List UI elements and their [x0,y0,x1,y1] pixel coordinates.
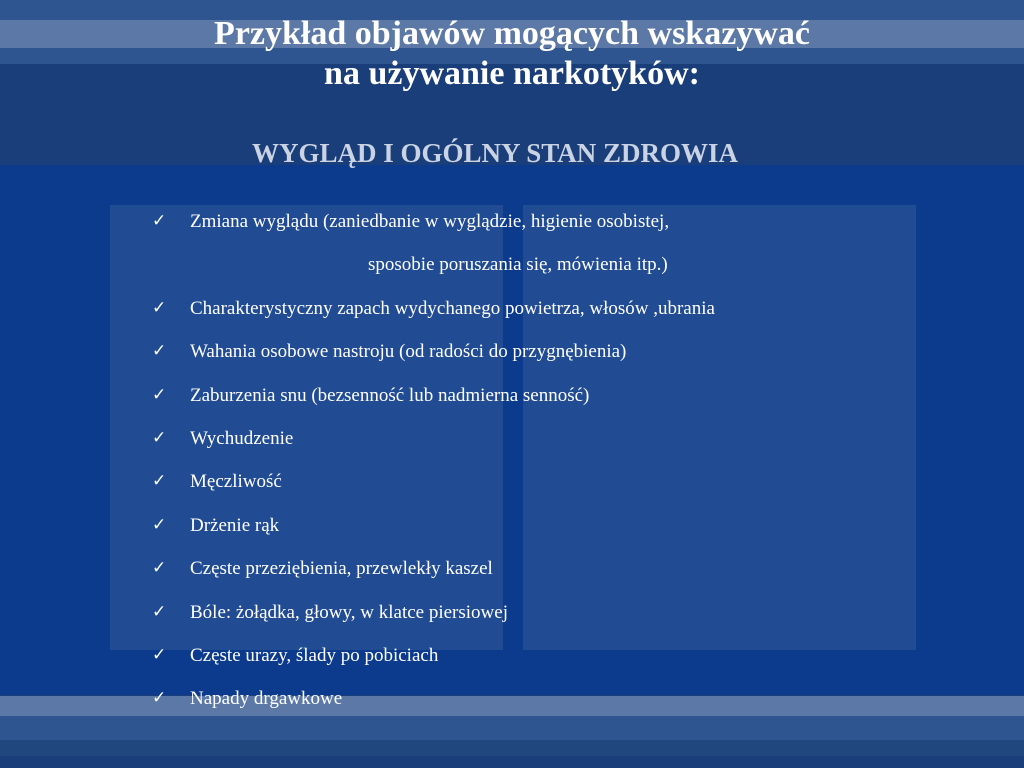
list-item [152,207,1012,250]
list-item-text: Wahania osobowe nastroju (od radości do przygnębienia) [190,341,627,363]
symptom-list [152,207,1012,728]
list-item-continuation [152,250,1012,293]
list-item [152,337,1012,380]
check-mark-icon: ✓ [152,688,167,709]
list-item-text: Charakterystyczny zapach wydychanego powietrza, włosów ,ubrania [190,297,715,319]
check-mark-icon: ✓ [152,384,167,405]
slide-title-line-1: Przykład objawów mogących wskazywać [214,15,810,52]
list-item [152,684,1012,727]
check-mark-icon: ✓ [152,297,167,318]
list-item-text: sposobie poruszania się, mówienia itp.) [368,254,668,276]
list-item-text: Częste przeziębienia, przewlekły kaszel [190,558,493,580]
bottom-stripe [0,740,1024,756]
list-item-text: Drżenie rąk [190,514,280,536]
section-heading: WYGLĄD I OGÓLNY STAN ZDROWIA [251,138,739,168]
check-mark-icon: ✓ [152,644,167,665]
list-item [152,381,1012,424]
list-item-text: Bóle: żołądka, głowy, w klatce piersiowej [190,601,508,623]
list-item [152,294,1012,337]
check-mark-icon: ✓ [152,558,167,579]
list-item-text: Męczliwość [190,471,282,493]
check-mark-icon: ✓ [152,601,167,622]
list-item-text: Wychudzenie [190,427,294,449]
slide-title-line-2: na używanie narkotyków: [324,55,700,92]
check-mark-icon: ✓ [152,427,167,448]
list-item-text: Napady drgawkowe [190,688,343,710]
list-item [152,554,1012,597]
check-mark-icon: ✓ [152,211,167,231]
list-item [152,467,1012,510]
list-item [152,511,1012,554]
check-mark-icon: ✓ [152,341,167,362]
check-mark-icon: ✓ [152,471,167,492]
list-item-text: Zaburzenia snu (bezsenność lub nadmierna senność) [190,384,590,406]
list-item [152,424,1012,467]
list-item-text: Częste urazy, ślady po pobiciach [190,644,439,666]
list-item [152,641,1012,684]
check-mark-icon: ✓ [152,514,167,535]
list-item [152,598,1012,641]
slide-title [0,14,1024,94]
list-item-text: Zmiana wyglądu (zaniedbanie w wyglądzie, higienie osobistej, [190,211,670,232]
